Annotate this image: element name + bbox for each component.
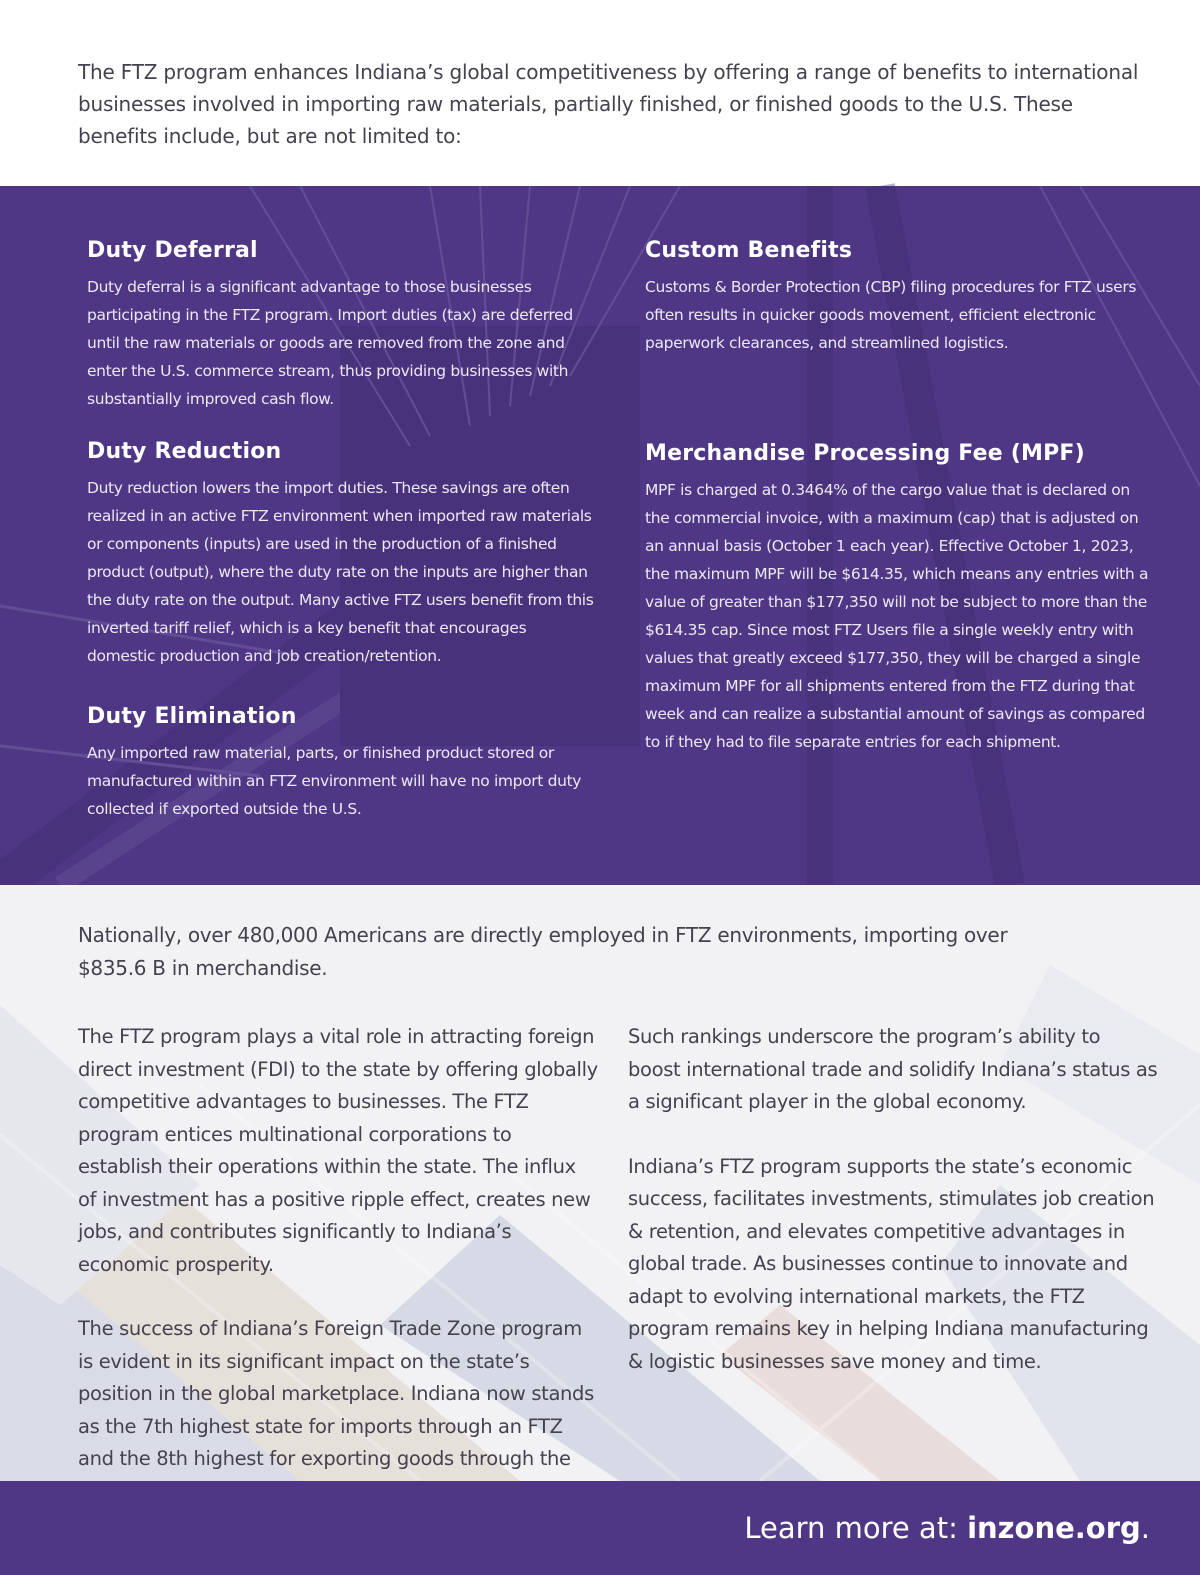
- employment-stat: Nationally, over 480,000 Americans are directly employed in FTZ environments, importing over $835.6 B in merchandise.: [78, 923, 1008, 980]
- benefit-body: Duty deferral is a significant advantage to those businesses participating in the FTZ program. Import duties (tax) are deferred until the raw materials or goods are removed from the zone and enter the U.S. commerce stream, thus providing businesses with substantially improved cash flow.: [87, 278, 573, 408]
- benefit-title: Duty Elimination: [87, 704, 297, 729]
- lower-content: [0, 885, 1200, 1481]
- benefit-custom-benefits: [645, 238, 1155, 357]
- body-paragraph: Indiana’s FTZ program supports the state’s economic success, facilitates investments, stimulates job creation & retention, and elevates competitive advantages in global trade. As businesses continue to innovate and adapt to evolving international markets, the FTZ program remains key in helping Indiana manufacturing & logistic businesses save money and time.: [628, 1154, 1155, 1373]
- website-link[interactable]: inzone.org: [967, 1511, 1141, 1545]
- footer-banner: [0, 1481, 1200, 1575]
- benefits-right-column: [645, 238, 1155, 782]
- benefit-title: Duty Reduction: [87, 439, 282, 464]
- benefit-duty-elimination: [87, 704, 597, 823]
- intro-paragraph: The FTZ program enhances Indiana’s global competitiveness by offering a range of benefits to international businesses involved in importing raw materials, partially finished, or finished goods to the U.S. These benefits include, but are not limited to:: [78, 60, 1139, 148]
- benefits-panel: [0, 186, 1200, 885]
- benefit-mpf: [645, 441, 1155, 756]
- benefits-left-column: [87, 238, 597, 849]
- body-left-column: [78, 1021, 598, 1540]
- benefit-title: Custom Benefits: [645, 238, 853, 263]
- body-paragraph: The FTZ program plays a vital role in attracting foreign direct investment (FDI) to the state by offering globally competitive advantages to businesses. The FTZ program entices multinational corporations to establish their operations within the state. The influx of investment has a positive ripple effect, creates new jobs, and contributes significantly to Indiana’s economic prosperity.: [78, 1025, 598, 1276]
- benefit-body: Customs & Border Protection (CBP) filing procedures for FTZ users often results in quicker goods movement, efficient electronic paperwork clearances, and streamlined logistics.: [645, 278, 1137, 352]
- benefit-duty-reduction: [87, 439, 597, 670]
- body-right-column: [628, 1021, 1158, 1410]
- cta-suffix: .: [1140, 1511, 1150, 1545]
- benefit-body: Duty reduction lowers the import duties. These savings are often realized in an active FTZ environment when imported raw materials or components (inputs) are used in the production of a finished product (output), where the duty rate on the inputs are higher than the duty rate on the output. Many active FTZ users benefit from this inverted tariff relief, which is a key benefit that encourages domestic production and job creation/retention.: [87, 479, 594, 665]
- benefit-body: Any imported raw material, parts, or finished product stored or manufactured within an FTZ environment will have no import duty collected if exported outside the U.S.: [87, 744, 582, 818]
- cta-prefix: Learn more at:: [744, 1511, 968, 1545]
- body-paragraph: The success of Indiana’s Foreign Trade Zone program is evident in its significant impact on the state’s position in the global marketplace. Indiana now stands as the 7th highest state for imports through an FTZ and the 8th highest for exporting goods through the: [78, 1317, 594, 1470]
- benefit-body: MPF is charged at 0.3464% of the cargo value that is declared on the commercial invoice, with a maximum (cap) that is adjusted on an annual basis (October 1 each year). Effective October 1, 2023, the maximum MPF will be $614.35, which means any entries with a value of greater than $177,350 will not be subject to more than the $614.35 cap. Since most FTZ Users file a single weekly entry with values that greatly exceed $177,350, they will be charged a single maximum MPF for all shipments entered from the FTZ during that week and can realize a substantial amount of savings as compared to if they had to file separate entries for each shipment.: [645, 481, 1149, 751]
- body-paragraph: Such rankings underscore the program’s ability to boost international trade and solidify Indiana’s status as a significant player in the global economy.: [628, 1025, 1158, 1113]
- benefit-title: Merchandise Processing Fee (MPF): [645, 441, 1085, 466]
- benefit-title: Duty Deferral: [87, 238, 258, 263]
- benefit-duty-deferral: [87, 238, 597, 413]
- learn-more-cta: [744, 1511, 1150, 1545]
